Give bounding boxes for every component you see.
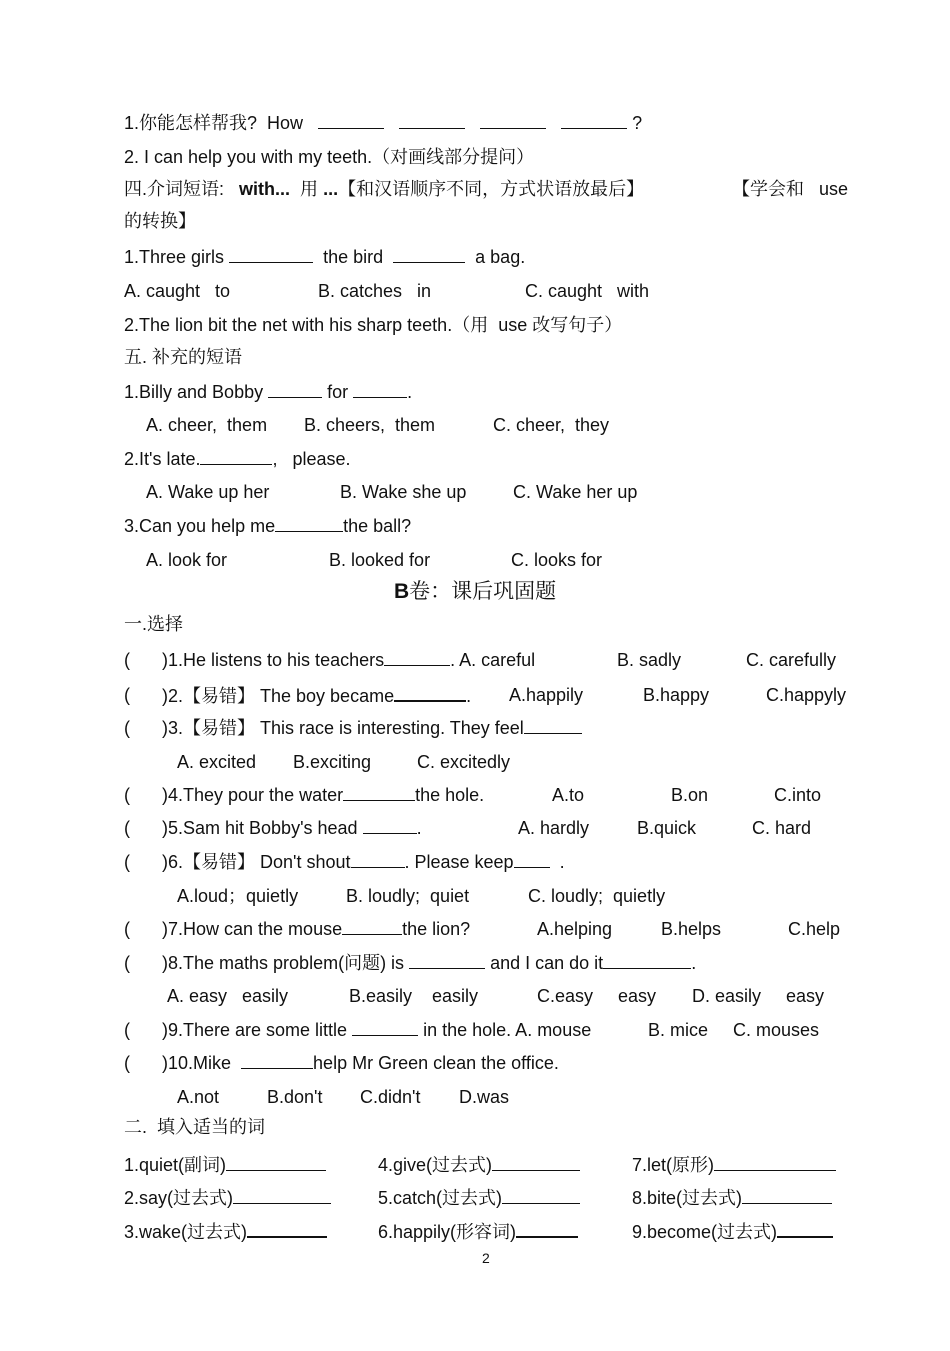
b-q1-paren: ( [124, 650, 130, 670]
b-q8-paren: ( [124, 953, 130, 973]
b-q2-option-a: A.happily [509, 685, 584, 705]
blank [514, 851, 550, 868]
b-q3-option-c: C. excitedly [417, 752, 511, 772]
b-q4-option-b: B.on [671, 785, 709, 805]
blank [353, 381, 407, 398]
s5-q2-text-a: 2.It's late. [124, 449, 201, 469]
fill-6 [378, 1220, 578, 1243]
fill-9 [632, 1220, 833, 1243]
b-q5-option-c: C. hard [752, 818, 812, 838]
fill-9-label: 9.become(过去式) [632, 1222, 778, 1242]
b-q6-paren: ( [124, 852, 130, 872]
b-q3-option-a: A. excited [177, 752, 257, 772]
b-q10-option-b: B.don't [267, 1087, 323, 1107]
fill-2-label: 2.say(过去式) [124, 1188, 234, 1208]
b-q2-end: . [466, 686, 472, 706]
b-q10-option-d: D.was [459, 1087, 510, 1107]
b-q9 [162, 1019, 591, 1041]
b-q10-option-a: A.not [177, 1087, 220, 1107]
b-q7-paren: ( [124, 919, 130, 939]
blank [268, 381, 322, 398]
b-q2-text: )2.【易错】 The boy became [162, 686, 395, 706]
fill-2 [124, 1187, 331, 1209]
b-q10-text: )10.Mike [162, 1053, 232, 1073]
b-q5-paren: ( [124, 818, 130, 838]
b-q7-text: )7.How can the mouse [162, 919, 343, 939]
b-q5-option-b: B.quick [637, 818, 697, 838]
fill-6-label: 6.happily(形容词) [378, 1222, 517, 1242]
q1-option-a: A. caught to [124, 281, 231, 301]
q1-option-c: C. caught with [525, 281, 650, 301]
s5-q1-option-c: C. cheer, they [493, 415, 610, 435]
b-q8-end: . [691, 953, 697, 973]
section-4-heading-cont: 的转换】 [124, 211, 196, 231]
blank [393, 246, 465, 263]
blank [226, 1154, 326, 1171]
blank [524, 717, 582, 734]
ellipsis: ... [323, 179, 339, 199]
fill-3-label: 3.wake(过去式) [124, 1222, 248, 1242]
fill-8-label: 8.bite(过去式) [632, 1188, 743, 1208]
b-q10-paren: ( [124, 1053, 130, 1073]
b-q10-text-mid: help Mr Green clean the office. [313, 1053, 559, 1073]
blank [516, 1220, 578, 1238]
s5-q2-option-c: C. Wake her up [513, 482, 638, 502]
b-q5-text: )5.Sam hit Bobby's head [162, 818, 358, 838]
b-q8 [162, 952, 696, 974]
s5-q1-option-a: A. cheer, them [146, 415, 268, 435]
question-mark: ? [632, 113, 643, 133]
b-q3 [162, 717, 582, 739]
b-q1-option-b: B. sadly [617, 650, 682, 670]
b-q6-option-b: B. loudly; quiet [346, 886, 470, 906]
q1-text-b: the bird [323, 247, 384, 267]
fill-4-label: 4.give(过去式) [378, 1155, 493, 1175]
s5-q3-text-a: 3.Can you help me [124, 516, 276, 536]
blank [384, 649, 450, 666]
fill-1-label: 1.quiet(副词) [124, 1155, 227, 1175]
blank [318, 112, 384, 129]
fill-5 [378, 1187, 580, 1209]
fill-8 [632, 1187, 832, 1209]
fill-1 [124, 1154, 326, 1176]
blank [409, 952, 485, 969]
b-q9-option-c: C. mouses [733, 1020, 820, 1040]
b-q10 [162, 1052, 559, 1074]
b-q4 [162, 784, 484, 806]
s5-q1 [124, 381, 412, 403]
s5-q3-option-a: A. look for [146, 550, 228, 570]
s5-q1-text-b: for [327, 382, 349, 402]
blank [241, 1052, 313, 1069]
section-4-tip: 【学会和 [732, 179, 804, 199]
q-help-text: 1.你能怎样帮我? How [124, 113, 304, 133]
blank [351, 851, 405, 868]
q1-option-b: B. catches in [318, 281, 432, 301]
q1-text-a: 1.Three girls [124, 247, 225, 267]
blank [603, 952, 691, 969]
b-q4-text-mid: the hole. [415, 785, 485, 805]
b-q6-option-c: C. loudly; quietly [528, 886, 666, 906]
s5-q2-option-b: B. Wake she up [340, 482, 467, 502]
b-q4-paren: ( [124, 785, 130, 805]
fill-3 [124, 1220, 327, 1243]
blank [492, 1154, 580, 1171]
with-keyword: with... [239, 179, 291, 199]
blank [343, 784, 415, 801]
s5-q2 [124, 448, 351, 470]
section-4-note: 【和汉语顺序不同，方式状语放最后】 [338, 179, 645, 199]
part-b-letter: B [394, 580, 410, 603]
b-q8-text: )8.The maths problem(问题) is [162, 953, 405, 973]
b-q8-option-a: A. easy easily [167, 986, 289, 1006]
blank [233, 1187, 331, 1204]
section-4-heading [124, 178, 851, 200]
b-q6 [162, 851, 565, 873]
blank [561, 112, 627, 129]
blank [363, 817, 417, 834]
b-q5 [162, 817, 422, 839]
fill-5-label: 5.catch(过去式) [378, 1188, 503, 1208]
b-q9-option-a: in the hole. A. mouse [423, 1020, 592, 1040]
blank [229, 246, 313, 263]
section-5-heading: 五. 补充的短语 [124, 347, 243, 367]
b-q8-option-c: C.easy easy [537, 986, 657, 1006]
section-4-label: 四.介词短语: [124, 179, 225, 199]
part-b-title [394, 581, 556, 603]
s5-q1-option-b: B. cheers, them [304, 415, 436, 435]
s5-q1-text-a: 1.Billy and Bobby [124, 382, 264, 402]
b-q9-option-b: B. mice [648, 1020, 709, 1040]
blank [742, 1187, 832, 1204]
b-q5-end: . [416, 818, 422, 838]
b-q7-option-c: C.help [788, 919, 841, 939]
blank [777, 1220, 833, 1238]
b-q1 [162, 649, 535, 671]
b-q10-option-c: C.didn't [360, 1087, 421, 1107]
b-q6-text-mid: . Please keep [404, 852, 514, 872]
page-number: 2 [482, 1250, 490, 1266]
b-q9-paren: ( [124, 1020, 130, 1040]
blank [394, 684, 466, 702]
b-q6-option-a: A.loud；quietly [177, 886, 299, 906]
blank [480, 112, 546, 129]
blank [714, 1154, 836, 1171]
b-section-2-heading: 二. 填入适当的词 [124, 1117, 266, 1137]
q-teeth-line: 2. I can help you with my teeth.（对画线部分提问） [124, 147, 535, 167]
b-q2-option-b: B.happy [643, 685, 710, 705]
b-q1-option-c: C. carefully [746, 650, 837, 670]
part-b-title-text: 卷：课后巩固题 [409, 580, 557, 603]
q2-lion-line: 2.The lion bit the net with his sharp teeth.（用 use 改写句子） [124, 315, 623, 335]
b-section-1-heading: 一.选择 [124, 614, 184, 634]
b-q8-option-b: B.easily easily [349, 986, 479, 1006]
blank [342, 918, 402, 935]
b-q7-option-b: B.helps [661, 919, 722, 939]
blank [352, 1019, 418, 1036]
b-q6-text: )6.【易错】 Don't shout [162, 852, 351, 872]
b-q8-text-mid: and I can do it [490, 953, 604, 973]
blank [275, 515, 343, 532]
b-q2 [162, 684, 471, 707]
b-q5-option-a: A. hardly [518, 818, 590, 838]
s5-q1-text-c: . [407, 382, 413, 402]
b-q1-text: )1.He listens to his teachers [162, 650, 385, 670]
b-q4-option-a: A.to [552, 785, 585, 805]
b-q3-option-b: B.exciting [293, 752, 372, 772]
b-q3-paren: ( [124, 718, 130, 738]
b-q7 [162, 918, 470, 940]
b-q2-paren: ( [124, 685, 130, 705]
b-q4-option-c: C.into [774, 785, 822, 805]
b-q8-option-d: D. easily easy [692, 986, 825, 1006]
b-q9-text: )9.There are some little [162, 1020, 348, 1040]
q1-text-c: a bag. [475, 247, 526, 267]
b-q2-option-c: C.happyly [766, 685, 847, 705]
b-q7-option-a: A.helping [537, 919, 613, 939]
b-q6-end: . [559, 852, 565, 872]
use-keyword: use [819, 179, 849, 199]
s5-q3 [124, 515, 411, 537]
fill-4 [378, 1154, 580, 1176]
s5-q2-text-b: , please. [272, 449, 351, 469]
fill-7 [632, 1154, 836, 1176]
q-help-line [124, 112, 642, 134]
s5-q3-text-b: the ball? [343, 516, 412, 536]
blank [200, 448, 272, 465]
b-q4-text: )4.They pour the water [162, 785, 344, 805]
b-q3-text: )3.【易错】 This race is interesting. They feel [162, 718, 524, 738]
b-q1-option-a: . A. careful [450, 650, 536, 670]
blank [399, 112, 465, 129]
yong-text: 用 [300, 179, 319, 199]
s5-q3-option-c: C. looks for [511, 550, 603, 570]
s5-q2-option-a: A. Wake up her [146, 482, 270, 502]
q1-three-girls [124, 246, 525, 268]
fill-7-label: 7.let(原形) [632, 1155, 715, 1175]
b-q7-text-mid: the lion? [402, 919, 471, 939]
blank [247, 1220, 327, 1238]
s5-q3-option-b: B. looked for [329, 550, 431, 570]
blank [502, 1187, 580, 1204]
